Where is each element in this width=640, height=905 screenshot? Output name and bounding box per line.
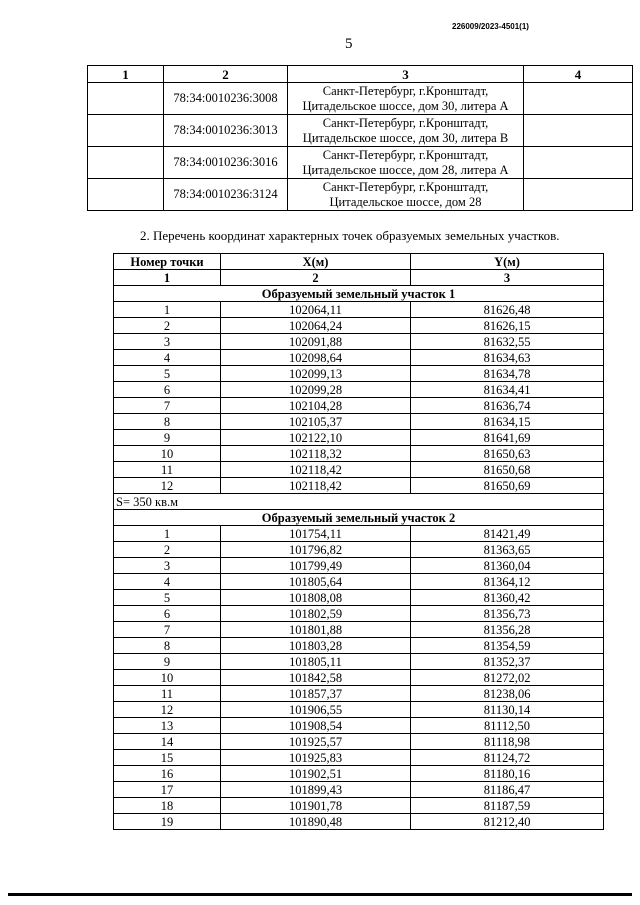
point-y: 81112,50 [411,718,604,734]
point-y: 81650,63 [411,446,604,462]
coordinates-table [113,253,604,830]
point-number: 9 [114,430,221,446]
point-x: 101805,11 [221,654,411,670]
point-row [114,590,604,606]
parcels-table-row [88,83,633,115]
address-cell [288,83,524,115]
point-y: 81354,59 [411,638,604,654]
parcel-1-title-row [114,286,604,302]
cadastral-number: 78:34:0010236:3008 [164,83,288,115]
point-y: 81421,49 [411,526,604,542]
parcel-2-title: Образуемый земельный участок 2 [114,510,604,526]
point-number: 5 [114,590,221,606]
point-x: 101801,88 [221,622,411,638]
point-number: 12 [114,702,221,718]
point-row [114,366,604,382]
point-row [114,574,604,590]
point-row [114,654,604,670]
point-row [114,526,604,542]
point-y: 81356,28 [411,622,604,638]
point-number: 5 [114,366,221,382]
point-x: 101908,54 [221,718,411,734]
point-row [114,750,604,766]
address-cell [288,115,524,147]
point-number: 6 [114,382,221,398]
point-row [114,734,604,750]
parcels-cell-1 [88,147,164,179]
point-number: 10 [114,446,221,462]
point-x: 102064,11 [221,302,411,318]
point-row [114,702,604,718]
address-line-1: Санкт-Петербург, г.Кронштадт, [322,147,489,162]
point-number: 6 [114,606,221,622]
point-x: 102099,28 [221,382,411,398]
point-x: 102099,13 [221,366,411,382]
point-number: 13 [114,718,221,734]
address-line-1: Санкт-Петербург, г.Кронштадт, [322,83,489,98]
address-cell [288,179,524,211]
point-y: 81360,42 [411,590,604,606]
point-number: 15 [114,750,221,766]
point-row [114,414,604,430]
point-x: 102091,88 [221,334,411,350]
point-number: 8 [114,414,221,430]
parcels-cell-4 [524,83,633,115]
point-y: 81626,48 [411,302,604,318]
point-x: 102122,10 [221,430,411,446]
point-y: 81180,16 [411,766,604,782]
point-number: 3 [114,334,221,350]
point-x: 101925,83 [221,750,411,766]
point-x: 101796,82 [221,542,411,558]
point-x: 101890,48 [221,814,411,830]
coords-column-number: 2 [221,270,411,286]
parcels-table-header [88,66,633,83]
parcels-header-cell: 2 [164,66,288,83]
point-row [114,798,604,814]
point-number: 2 [114,542,221,558]
parcel-2-title-row [114,510,604,526]
point-row [114,478,604,494]
page-number: 5 [345,36,353,52]
point-number: 12 [114,478,221,494]
point-row [114,670,604,686]
point-number: 3 [114,558,221,574]
address-line-1: Санкт-Петербург, г.Кронштадт, [322,179,489,194]
point-y: 81650,68 [411,462,604,478]
point-y: 81634,78 [411,366,604,382]
point-number: 11 [114,462,221,478]
parcels-table-row [88,179,633,211]
point-row [114,398,604,414]
address-line-2: Цитадельское шоссе, дом 28, литера А [302,162,509,177]
point-x: 101842,58 [221,670,411,686]
point-y: 81360,04 [411,558,604,574]
section-2-title: 2. Перечень координат характерных точек образуемых земельных участков. [140,228,560,243]
address-line-2: Цитадельское шоссе, дом 28 [329,194,482,209]
point-number: 16 [114,766,221,782]
point-number: 11 [114,686,221,702]
point-y: 81356,73 [411,606,604,622]
point-number: 7 [114,398,221,414]
parcels-cell-4 [524,115,633,147]
parcels-cell-1 [88,83,164,115]
point-x: 102118,42 [221,478,411,494]
point-y: 81636,74 [411,398,604,414]
point-y: 81124,72 [411,750,604,766]
point-number: 1 [114,526,221,542]
point-number: 19 [114,814,221,830]
point-row [114,318,604,334]
point-y: 81632,55 [411,334,604,350]
point-y: 81212,40 [411,814,604,830]
point-row [114,334,604,350]
point-x: 101803,28 [221,638,411,654]
address-cell [288,147,524,179]
parcels-cell-1 [88,179,164,211]
point-number: 18 [114,798,221,814]
point-x: 101902,51 [221,766,411,782]
coords-column-number-row [114,270,604,286]
point-number: 2 [114,318,221,334]
point-x: 101802,59 [221,606,411,622]
point-x: 102118,42 [221,462,411,478]
point-y: 81187,59 [411,798,604,814]
point-row [114,430,604,446]
point-x: 101925,57 [221,734,411,750]
address-line-1: Санкт-Петербург, г.Кронштадт, [322,115,489,130]
point-row [114,446,604,462]
point-y: 81238,06 [411,686,604,702]
point-y: 81634,41 [411,382,604,398]
point-row [114,558,604,574]
point-number: 7 [114,622,221,638]
point-row [114,814,604,830]
point-row [114,382,604,398]
parcel-1-area: S= 350 кв.м [114,494,604,510]
point-row [114,622,604,638]
parcels-cell-4 [524,179,633,211]
point-y: 81641,69 [411,430,604,446]
point-x: 102105,37 [221,414,411,430]
point-number: 17 [114,782,221,798]
point-row [114,718,604,734]
document-number: 226009/2023-4501(1) [452,22,529,31]
point-x: 102098,64 [221,350,411,366]
point-x: 102118,32 [221,446,411,462]
parcels-header-cell: 3 [288,66,524,83]
parcels-header-cell: 4 [524,66,633,83]
point-number: 9 [114,654,221,670]
parcels-table-row [88,115,633,147]
point-row [114,302,604,318]
coords-column-number: 3 [411,270,604,286]
point-y: 81363,65 [411,542,604,558]
address-line-2: Цитадельское шоссе, дом 30, литера А [302,98,509,113]
point-number: 4 [114,350,221,366]
coords-header-cell: Номер точки [114,254,221,270]
point-y: 81352,37 [411,654,604,670]
parcels-table-row [88,147,633,179]
point-y: 81650,69 [411,478,604,494]
point-y: 81364,12 [411,574,604,590]
point-y: 81130,14 [411,702,604,718]
point-number: 1 [114,302,221,318]
cadastral-number: 78:34:0010236:3016 [164,147,288,179]
coords-column-number: 1 [114,270,221,286]
point-y: 81118,98 [411,734,604,750]
cadastral-number: 78:34:0010236:3013 [164,115,288,147]
point-row [114,782,604,798]
point-row [114,638,604,654]
point-number: 8 [114,638,221,654]
parcel-1-title: Образуемый земельный участок 1 [114,286,604,302]
parcel-1-area-row [114,494,604,510]
parcels-cell-1 [88,115,164,147]
footer-rule [8,893,632,896]
point-x: 101901,78 [221,798,411,814]
point-y: 81626,15 [411,318,604,334]
point-x: 102104,28 [221,398,411,414]
point-x: 101805,64 [221,574,411,590]
point-x: 101857,37 [221,686,411,702]
point-number: 14 [114,734,221,750]
coords-header-cell: Y(м) [411,254,604,270]
point-row [114,542,604,558]
point-row [114,462,604,478]
point-y: 81634,15 [411,414,604,430]
point-row [114,686,604,702]
parcels-cell-4 [524,147,633,179]
address-line-2: Цитадельское шоссе, дом 30, литера В [302,130,509,145]
point-x: 102064,24 [221,318,411,334]
point-y: 81634,63 [411,350,604,366]
point-y: 81186,47 [411,782,604,798]
parcels-header-cell: 1 [88,66,164,83]
cadastral-number: 78:34:0010236:3124 [164,179,288,211]
point-x: 101799,49 [221,558,411,574]
point-number: 10 [114,670,221,686]
point-row [114,766,604,782]
point-x: 101899,43 [221,782,411,798]
point-x: 101808,08 [221,590,411,606]
point-number: 4 [114,574,221,590]
point-row [114,350,604,366]
parcels-table [87,65,633,211]
point-row [114,606,604,622]
point-y: 81272,02 [411,670,604,686]
coords-header-cell: Х(м) [221,254,411,270]
point-x: 101754,11 [221,526,411,542]
point-x: 101906,55 [221,702,411,718]
coords-header-row [114,254,604,270]
